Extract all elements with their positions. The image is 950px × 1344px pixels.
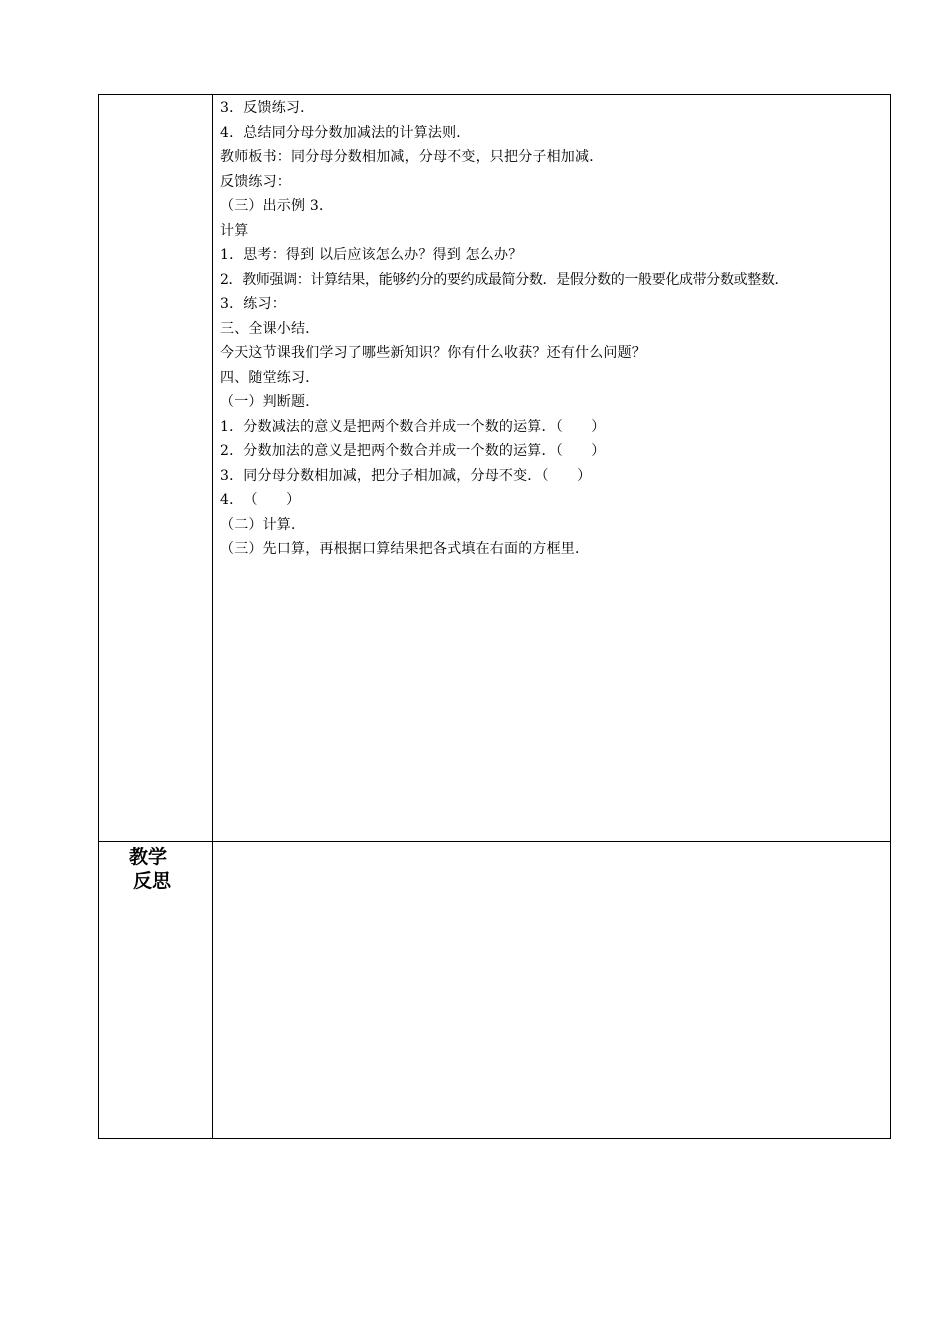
content-line: （一）判断题． (220, 394, 320, 410)
content-line: 计算 (220, 222, 249, 239)
content-line: 3．同分母分数相加减，把分子相加减，分母不变．（ ） (220, 467, 592, 484)
reflection-label-line: 教学 (129, 846, 168, 868)
content-line: 今天这节课我们学习了哪些新知识？你有什么收获？还有什么问题？ (220, 345, 646, 361)
content-line: 4． （ ） (220, 492, 301, 508)
content-line: （三）出示例 3． (220, 198, 334, 214)
content-line: 1．思考：得到 以后应该怎么办？得到 怎么办？ (220, 247, 523, 263)
content-line: 2．教师强调：计算结果，能够约分的要约成最简分数．是假分数的一般要化成带分数或整数． (220, 271, 789, 288)
content-line: 三、全课小结． (220, 320, 320, 337)
content-line: 四、随堂练习． (220, 369, 320, 386)
teaching-process-label-cell (99, 95, 213, 841)
lesson-plan-table (98, 94, 891, 1139)
reflection-label-line: 反思 (133, 870, 172, 892)
content-line: 4．总结同分母分数加减法的计算法则． (220, 124, 471, 141)
content-line: 2．分数加法的意义是把两个数合并成一个数的运算．（ ） (220, 443, 606, 459)
content-line: 3．练习： (220, 296, 286, 312)
teaching-process-content (220, 96, 886, 562)
teaching-reflection-row (99, 842, 890, 1138)
teaching-process-content-cell (213, 95, 890, 841)
content-line: （二）计算． (220, 516, 306, 533)
teaching-process-row (99, 95, 890, 842)
teaching-reflection-label (99, 845, 212, 893)
content-line: （三）先口算，再根据口算结果把各式填在右面的方框里． (220, 541, 590, 557)
content-line: 1．分数减法的意义是把两个数合并成一个数的运算．（ ） (220, 418, 606, 435)
content-line: 3．反馈练习． (220, 100, 315, 116)
content-line: 反馈练习： (220, 173, 291, 190)
content-line: 教师板书：同分母分数相加减，分母不变，只把分子相加减． (220, 149, 604, 165)
teaching-reflection-content-cell (213, 842, 890, 1138)
teaching-reflection-label-cell (99, 842, 213, 1138)
